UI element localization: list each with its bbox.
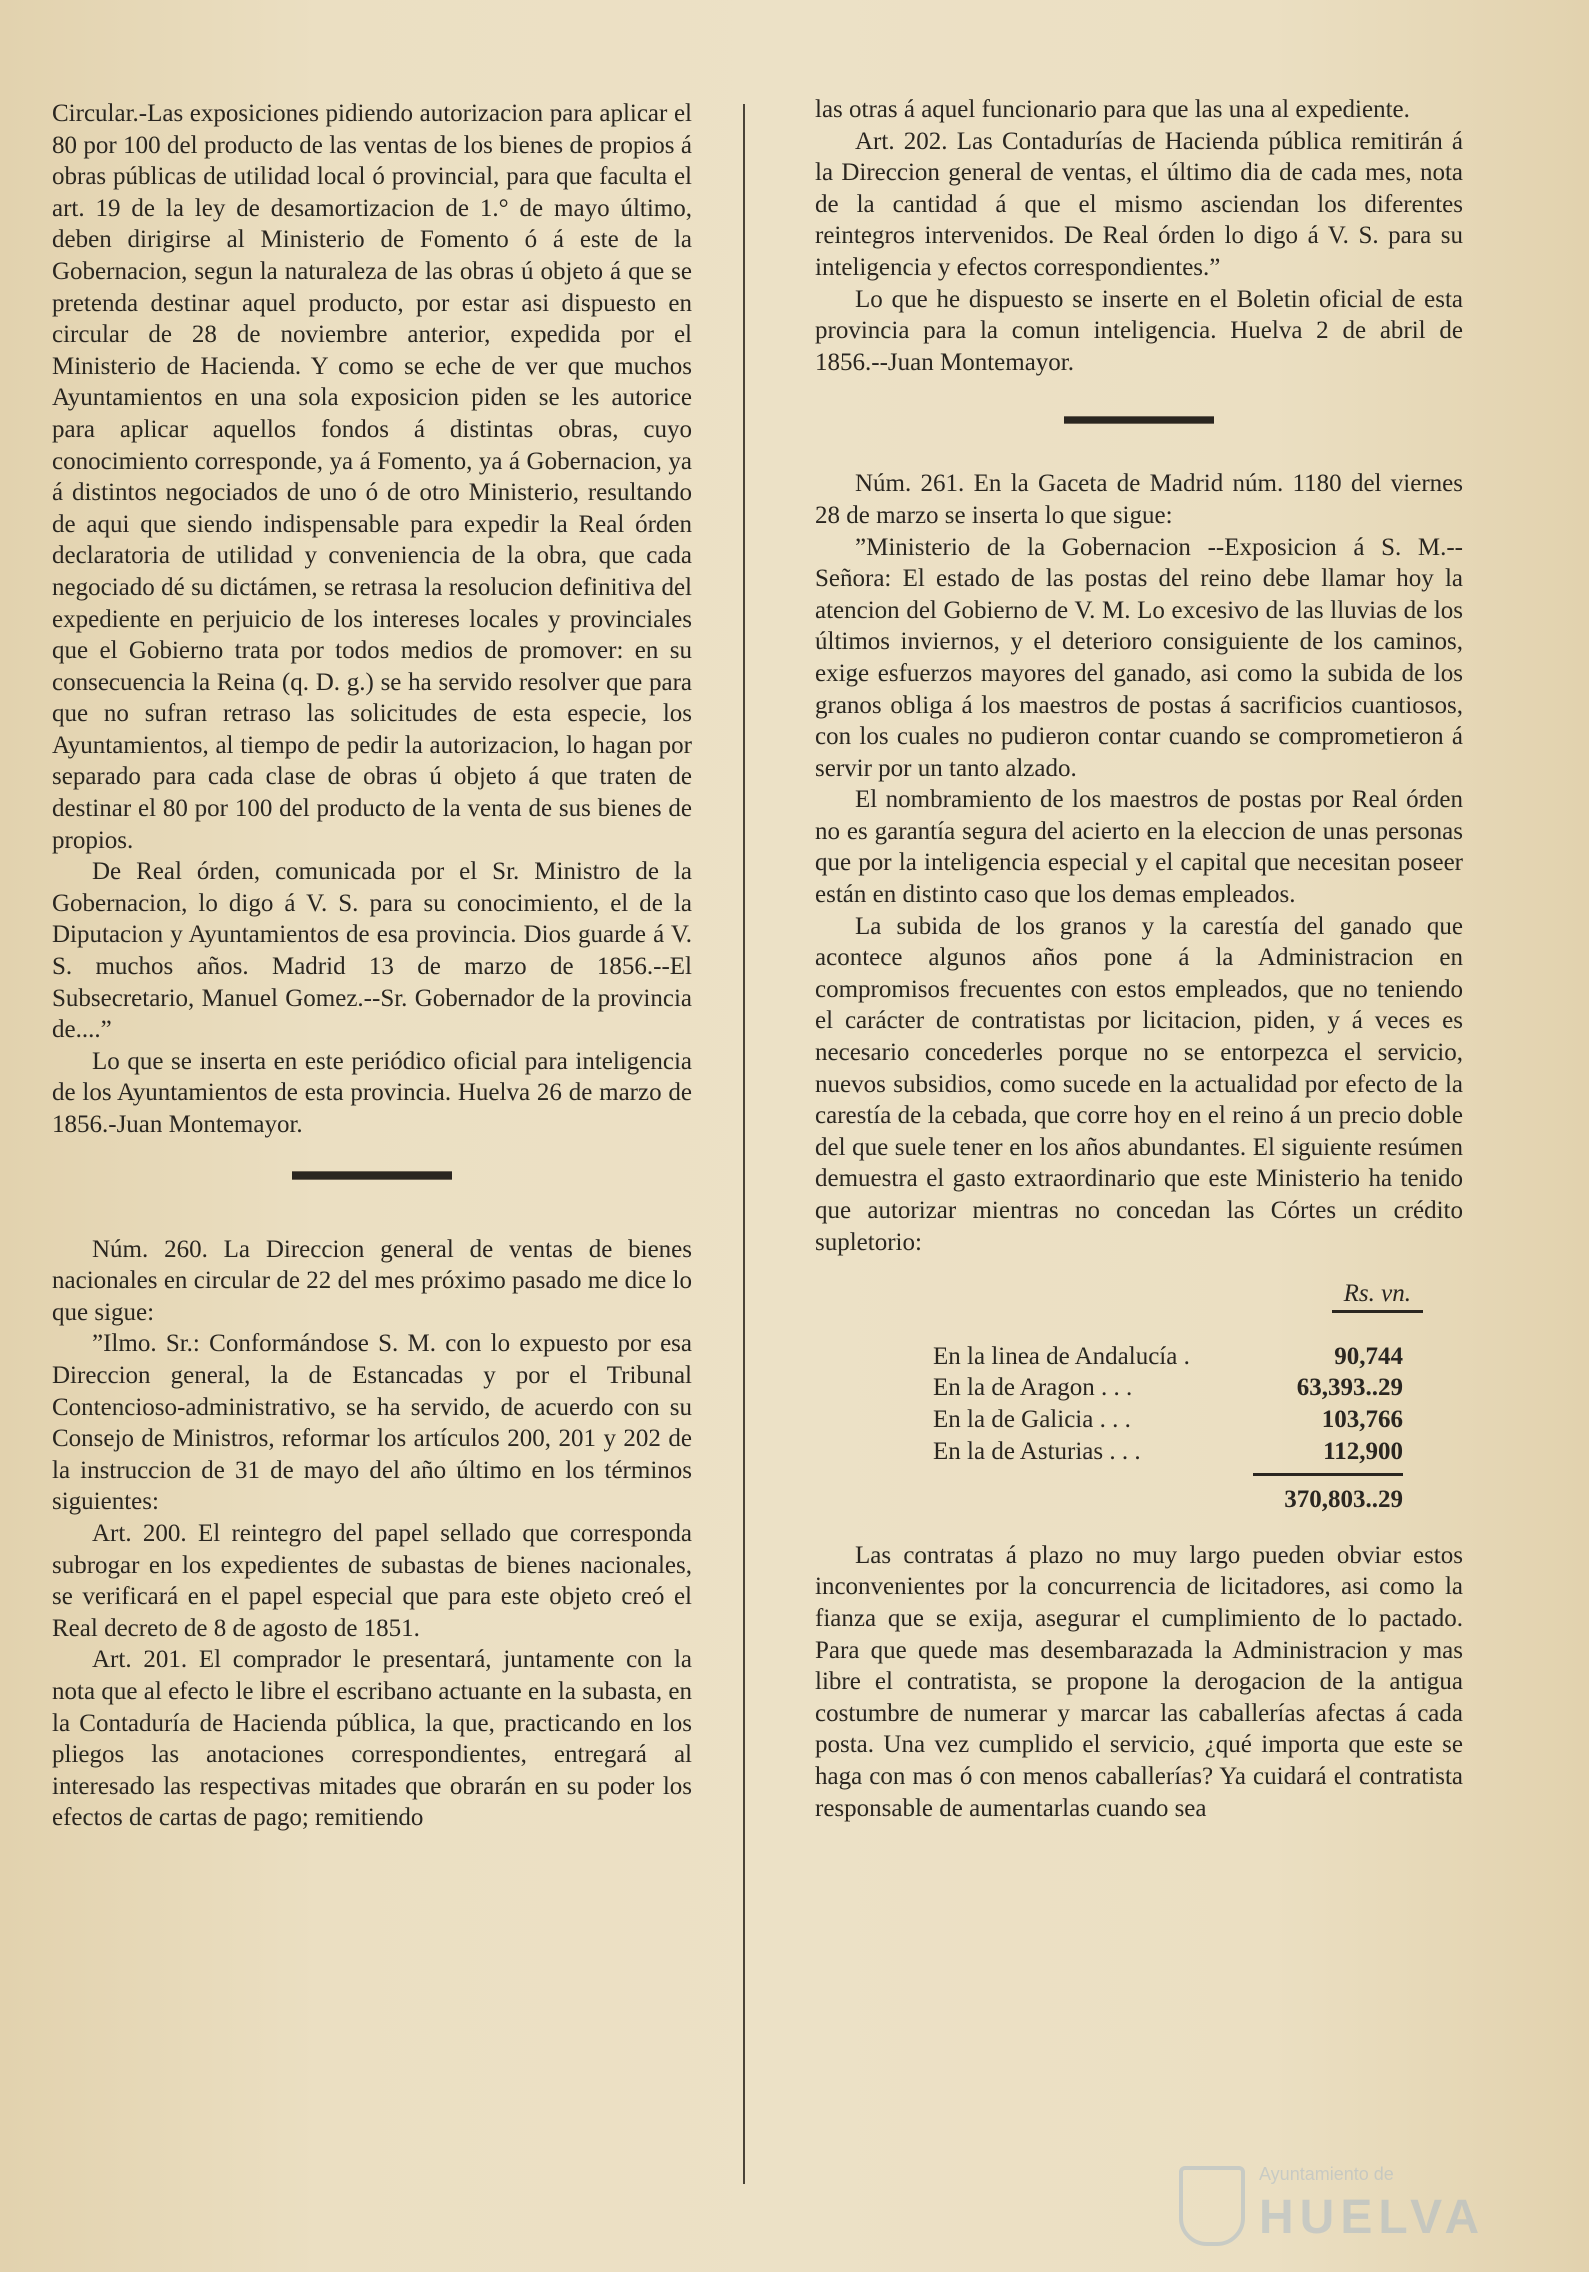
left-paragraph-7: Art. 201. El comprador le presentará, juntamente con la nota que al efecto le libre el escribano actuante en la subasta, en la Contaduría de Hacienda pública, la que, practicando en los pliegos las anotaciones correspondientes, entregará al interesado las respectivas mitades que obrarán en su poder los efectos de cartas de pago; remitiendo — [52, 1646, 692, 1832]
left-column — [52, 98, 692, 1834]
right-paragraph-4: Núm. 261. En la Gaceta de Madrid núm. 1180 del viernes 28 de marzo se inserta lo que sigue: — [815, 470, 1463, 529]
left-paragraph-6: Art. 200. El reintegro del papel sellado que corresponda subrogar en los expedientes de subastas de bienes nacionales, se verificará en el papel especial que para este objeto creó el Real decreto de 8 de agosto de 1851. — [52, 1519, 692, 1642]
column-divider — [743, 104, 745, 2184]
left-paragraph-3: Lo que se inserta en este periódico oficial para inteligencia de los Ayuntamientos de esta provincia. Huelva 26 de marzo de 1856.-Juan Montemayor. — [52, 1047, 692, 1138]
right-column — [815, 94, 1463, 1824]
section-separator — [292, 1171, 452, 1180]
row-label: En la de Galicia . . . — [933, 1405, 1131, 1433]
table-row — [933, 1372, 1463, 1404]
row-value: 112,900 — [1323, 1437, 1403, 1465]
watermark-top-text: Ayuntamiento de — [1259, 2164, 1394, 2184]
right-paragraph-3: Lo que he dispuesto se inserte en el Boletin oficial de esta provincia para la comun inteligencia. Huelva 2 de abril de 1856.--Juan Montemayor. — [815, 285, 1463, 376]
table-row — [933, 1436, 1463, 1468]
watermark-main-text: HUELVA — [1259, 2191, 1486, 2244]
right-paragraph-6: El nombramiento de los maestros de postas por Real órden no es garantía segura del acierto en la eleccion de unas personas que por la inteligencia especial y el capital que necesitan poseer están en distinto caso que los demas empleados. — [815, 786, 1463, 909]
row-value: 90,744 — [1334, 1342, 1403, 1370]
table-unit-header — [815, 1278, 1463, 1313]
table-row — [933, 1341, 1463, 1373]
table-total: 370,803..29 — [1253, 1473, 1403, 1516]
left-paragraph-2: De Real órden, comunicada por el Sr. Ministro de la Gobernacion, lo digo á V. S. para su conocimiento, el de la Diputacion y Ayuntamientos de esa provincia. Dios guarde á V. S. muchos años. Madrid 13 de marzo de 1856.--El Subsecretario, Manuel Gomez.--Sr. Gobernador de la provincia de....” — [52, 858, 692, 1044]
right-paragraph-7: La subida de los granos y la carestía del ganado que acontece algunos años pone á la Administracion en compromisos frecuentes con estos empleados, que no teniendo el carácter de contratistas por licitacion, piden, y á veces es necesario concederles porque no se entorpezca el servicio, nuevos subsidios, como sucede en la actualidad por efecto de la carestía de la cebada, que corre hoy en el reino á un precio doble del que suele tener en los años abundantes. El siguiente resúmen demuestra el gasto extraordinario que este Ministerio ha tenido que autorizar mientras no concedan las Córtes un crédito supletorio: — [815, 912, 1463, 1256]
table-row — [933, 1404, 1463, 1436]
row-value: 63,393..29 — [1296, 1374, 1403, 1402]
left-paragraph-1: Circular.-Las exposiciones pidiendo autorizacion para aplicar el 80 por 100 del producto de las ventas de los bienes de propios á obras públicas de utilidad local ó provincial, para que faculta el art. 19 de la ley de desamortizacion de 1.° de mayo último, deben dirigirse al Ministerio de Fomento ó á este de la Gobernacion, segun la naturaleza de las obras ú objeto á que se pretenda destinar aquel producto, por estar asi dispuesto en circular de 28 de noviembre anterior, expedida por el Ministerio de Hacienda. Y como se eche de ver que muchos Ayuntamientos en una sola exposicion piden se les autorice para aplicar aquellos fondos á distintas obras, cuyo conocimiento corresponde, ya á Fomento, ya á Gobernacion, ya á distintos negociados de uno ó de otro Ministerio, resultando de aqui que siendo indispensable para expedir la Real órden declaratoria de utilidad y conveniencia de la obra, que cada negociado dé su dictámen, se retrasa la resolucion definitiva del expediente en perjuicio de los intereses locales y provinciales que el Gobierno trata por todos medios de promover: en su consecuencia la Reina (q. D. g.) se ha servido resolver que para que no sufran retraso las solicitudes de esta especie, los Ayuntamientos, al tiempo de pedir la autorizacion, lo hagan por separado para cada clase de obras ú objeto á que traten de destinar el 80 por 100 del producto de la venta de sus bienes de propios. — [52, 100, 692, 854]
expense-table — [815, 1278, 1463, 1516]
archive-watermark — [1179, 2162, 1509, 2252]
section-separator — [1064, 416, 1214, 424]
right-paragraph-2: Art. 202. Las Contadurías de Hacienda pública remitirán á la Direccion general de ventas, el último dia de cada mes, nota de la cantidad á que el mismo asciendan los diferentes reintegros intervenidos. De Real órden lo digo á V. S. para su inteligencia y efectos correspondientes.” — [815, 127, 1463, 281]
left-paragraph-4: Núm. 260. La Direccion general de ventas de bienes nacionales en circular de 22 del mes próximo pasado me dice lo que sigue: — [52, 1235, 692, 1326]
row-value: 103,766 — [1321, 1405, 1403, 1433]
table-total-row — [933, 1473, 1463, 1516]
huelva-shield-icon — [1179, 2166, 1245, 2246]
row-label: En la de Asturias . . . — [933, 1437, 1141, 1465]
row-label: En la de Aragon . . . — [933, 1374, 1133, 1402]
right-paragraph-1: las otras á aquel funcionario para que las una al expediente. — [815, 96, 1410, 123]
unit-label: Rs. vn. — [1332, 1278, 1423, 1313]
right-paragraph-5: ”Ministerio de la Gobernacion --Exposicion á S. M.--Señora: El estado de las postas del reino debe llamar hoy la atencion del Gobierno de V. M. Lo excesivo de las lluvias de los últimos inviernos, y el deterioro consiguiente de los caminos, exige esfuerzos mayores del ganado, asi como la subida de los granos obliga á los maestros de postas á sacrificios cuantiosos, con los cuales no pudieron contar cuando se comprometieron á servir por un tanto alzado. — [815, 533, 1463, 782]
row-label: En la linea de Andalucía . — [933, 1342, 1190, 1370]
right-paragraph-8: Las contratas á plazo no muy largo pueden obviar estos inconvenientes por la concurrencia de licitadores, asi como la fianza que se exija, asegurar el cumplimiento de lo pactado. Para que quede mas desembarazada la Administracion y mas libre el contratista, se propone la derogacion de la antigua costumbre de numerar y marcar las caballerías afectas á cada posta. Una vez cumplido el servicio, ¿qué importa que este se haga con mas ó con menos caballerías? Ya cuidará el contratista responsable de aumentarlas cuando sea — [815, 1541, 1463, 1822]
left-paragraph-5: ”Ilmo. Sr.: Conformándose S. M. con lo expuesto por esa Direccion general, la de Estancadas y por el Tribunal Contencioso-administrativo, se ha servido, de acuerdo con su Consejo de Ministros, reformar los artículos 200, 201 y 202 de la instruccion de 31 de mayo del año último en los términos siguientes: — [52, 1330, 692, 1516]
